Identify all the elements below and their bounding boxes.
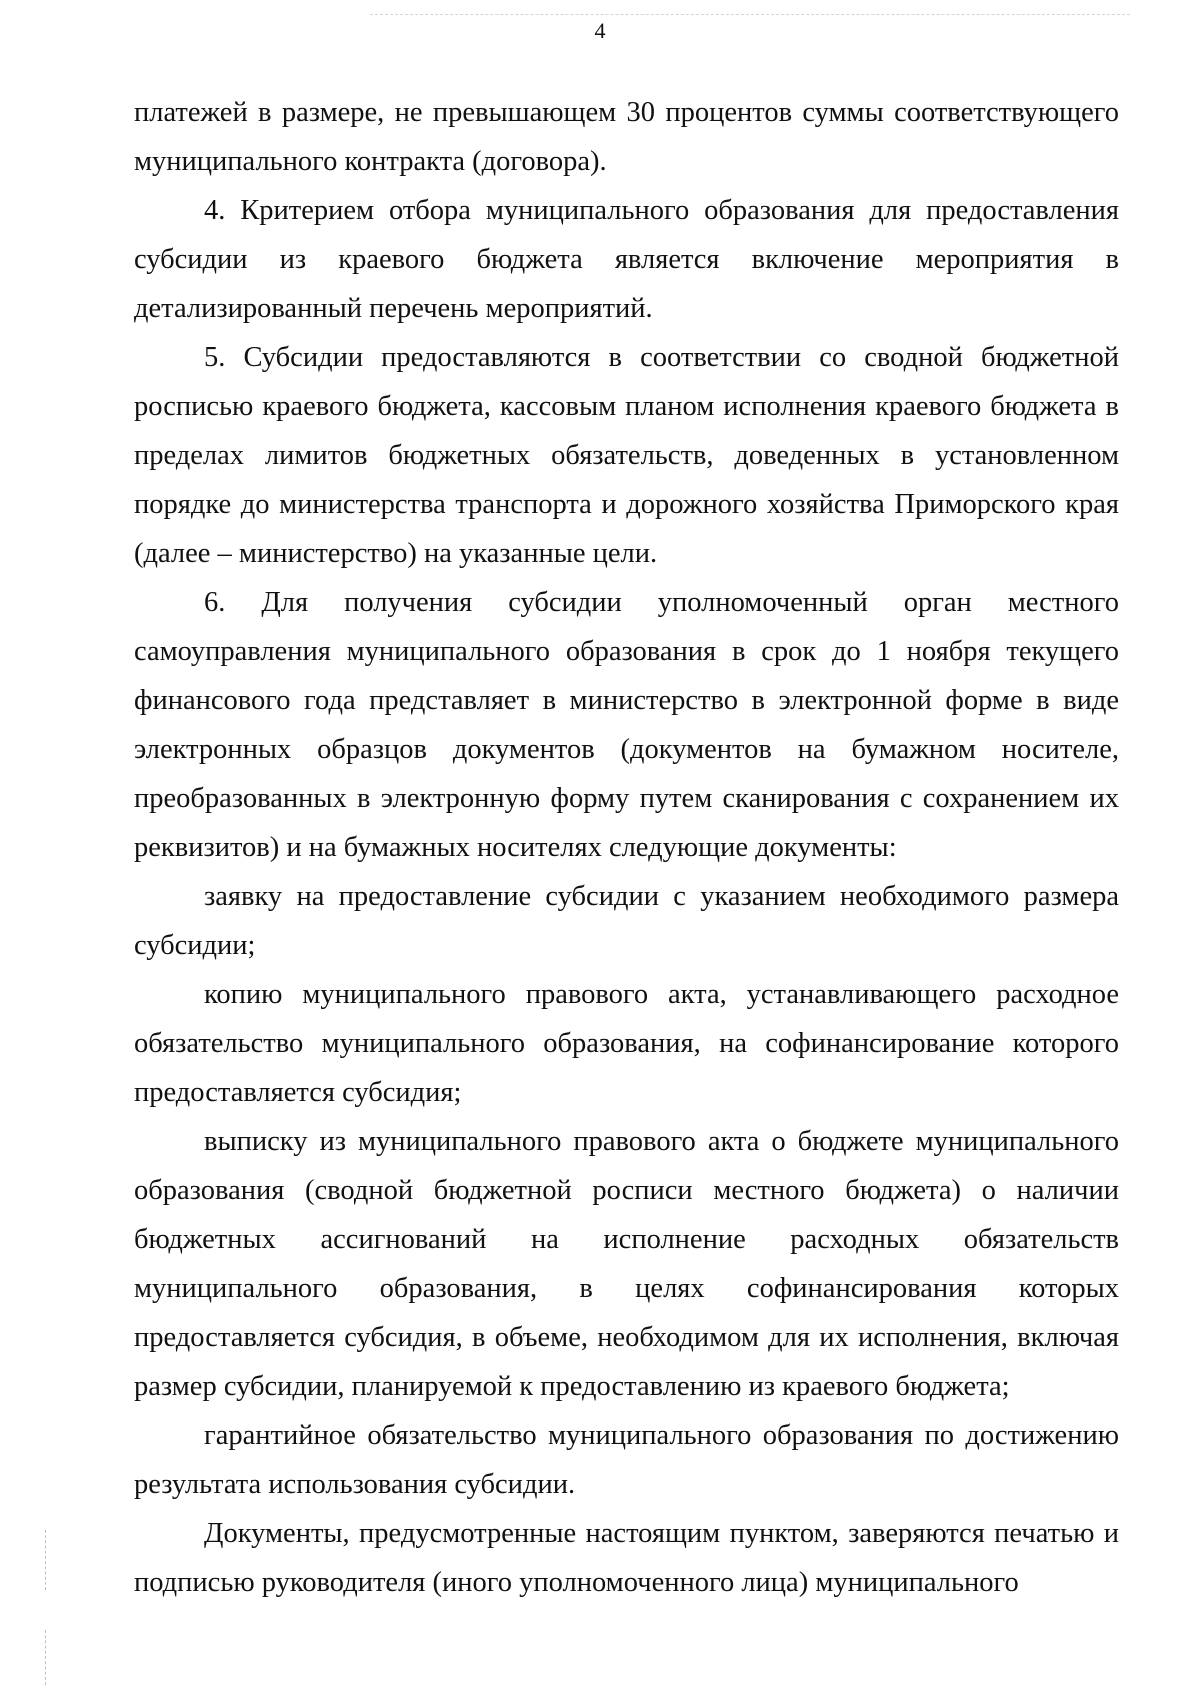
paragraph-budget-extract: выписку из муниципального правового акта о бюджете муниципального образования (сводной бюджетной росписи местного бюджета) о наличии бюджетных ассигнований на исполнение расходных обязательств муниципального образования, в целях софинансирования которых предоставляется субсидия, в объеме, необходимом для их исполнения, включая размер субсидии, планируемой к предоставлению из краевого бюджета; (134, 1126, 1119, 1402)
page-number: 4 (594, 18, 606, 43)
paragraph-guarantee-obligation: гарантийное обязательство муниципального образования по достижению результата использования субсидии. (134, 1420, 1119, 1500)
paragraph-item-6: 6. Для получения субсидии уполномоченный орган местного самоуправления муниципального образования в срок до 1 ноября текущего финансового года представляет в министерство в электронной форме в виде электронных образцов документов (документов на бумажном носителе, преобразованных в электронную форму путем сканирования с сохранением их реквизитов) и на бумажных носителях следующие документы: (134, 587, 1119, 863)
paragraph-documents-certification: Документы, предусмотренные настоящим пунктом, заверяются печатью и подписью руководителя (иного уполномоченного лица) муниципального (134, 1518, 1119, 1598)
paragraph-continuation: платежей в размере, не превышающем 30 процентов суммы соответствующего муниципального контракта (договора). (134, 97, 1119, 177)
paragraph-application-request: заявку на предоставление субсидии с указанием необходимого размера субсидии; (134, 881, 1119, 961)
scan-edge-artifact (370, 14, 1130, 15)
paragraph-legal-act-copy: копию муниципального правового акта, устанавливающего расходное обязательство муниципального образования, на софинансирование которого предоставляется субсидия; (134, 979, 1119, 1108)
margin-scan-mark (45, 1530, 46, 1590)
paragraph-item-5: 5. Субсидии предоставляются в соответствии со сводной бюджетной росписью краевого бюджета, кассовым планом исполнения краевого бюджета в пределах лимитов бюджетных обязательств, доведенных в установленном порядке до министерства транспорта и дорожного хозяйства Приморского края (далее – министерство) на указанные цели. (134, 342, 1119, 569)
paragraph-item-4: 4. Критерием отбора муниципального образования для предоставления субсидии из краевого бюджета является включение мероприятия в детализированный перечень мероприятий. (134, 195, 1119, 324)
margin-scan-mark (45, 1630, 46, 1685)
document-body (134, 88, 1119, 1607)
